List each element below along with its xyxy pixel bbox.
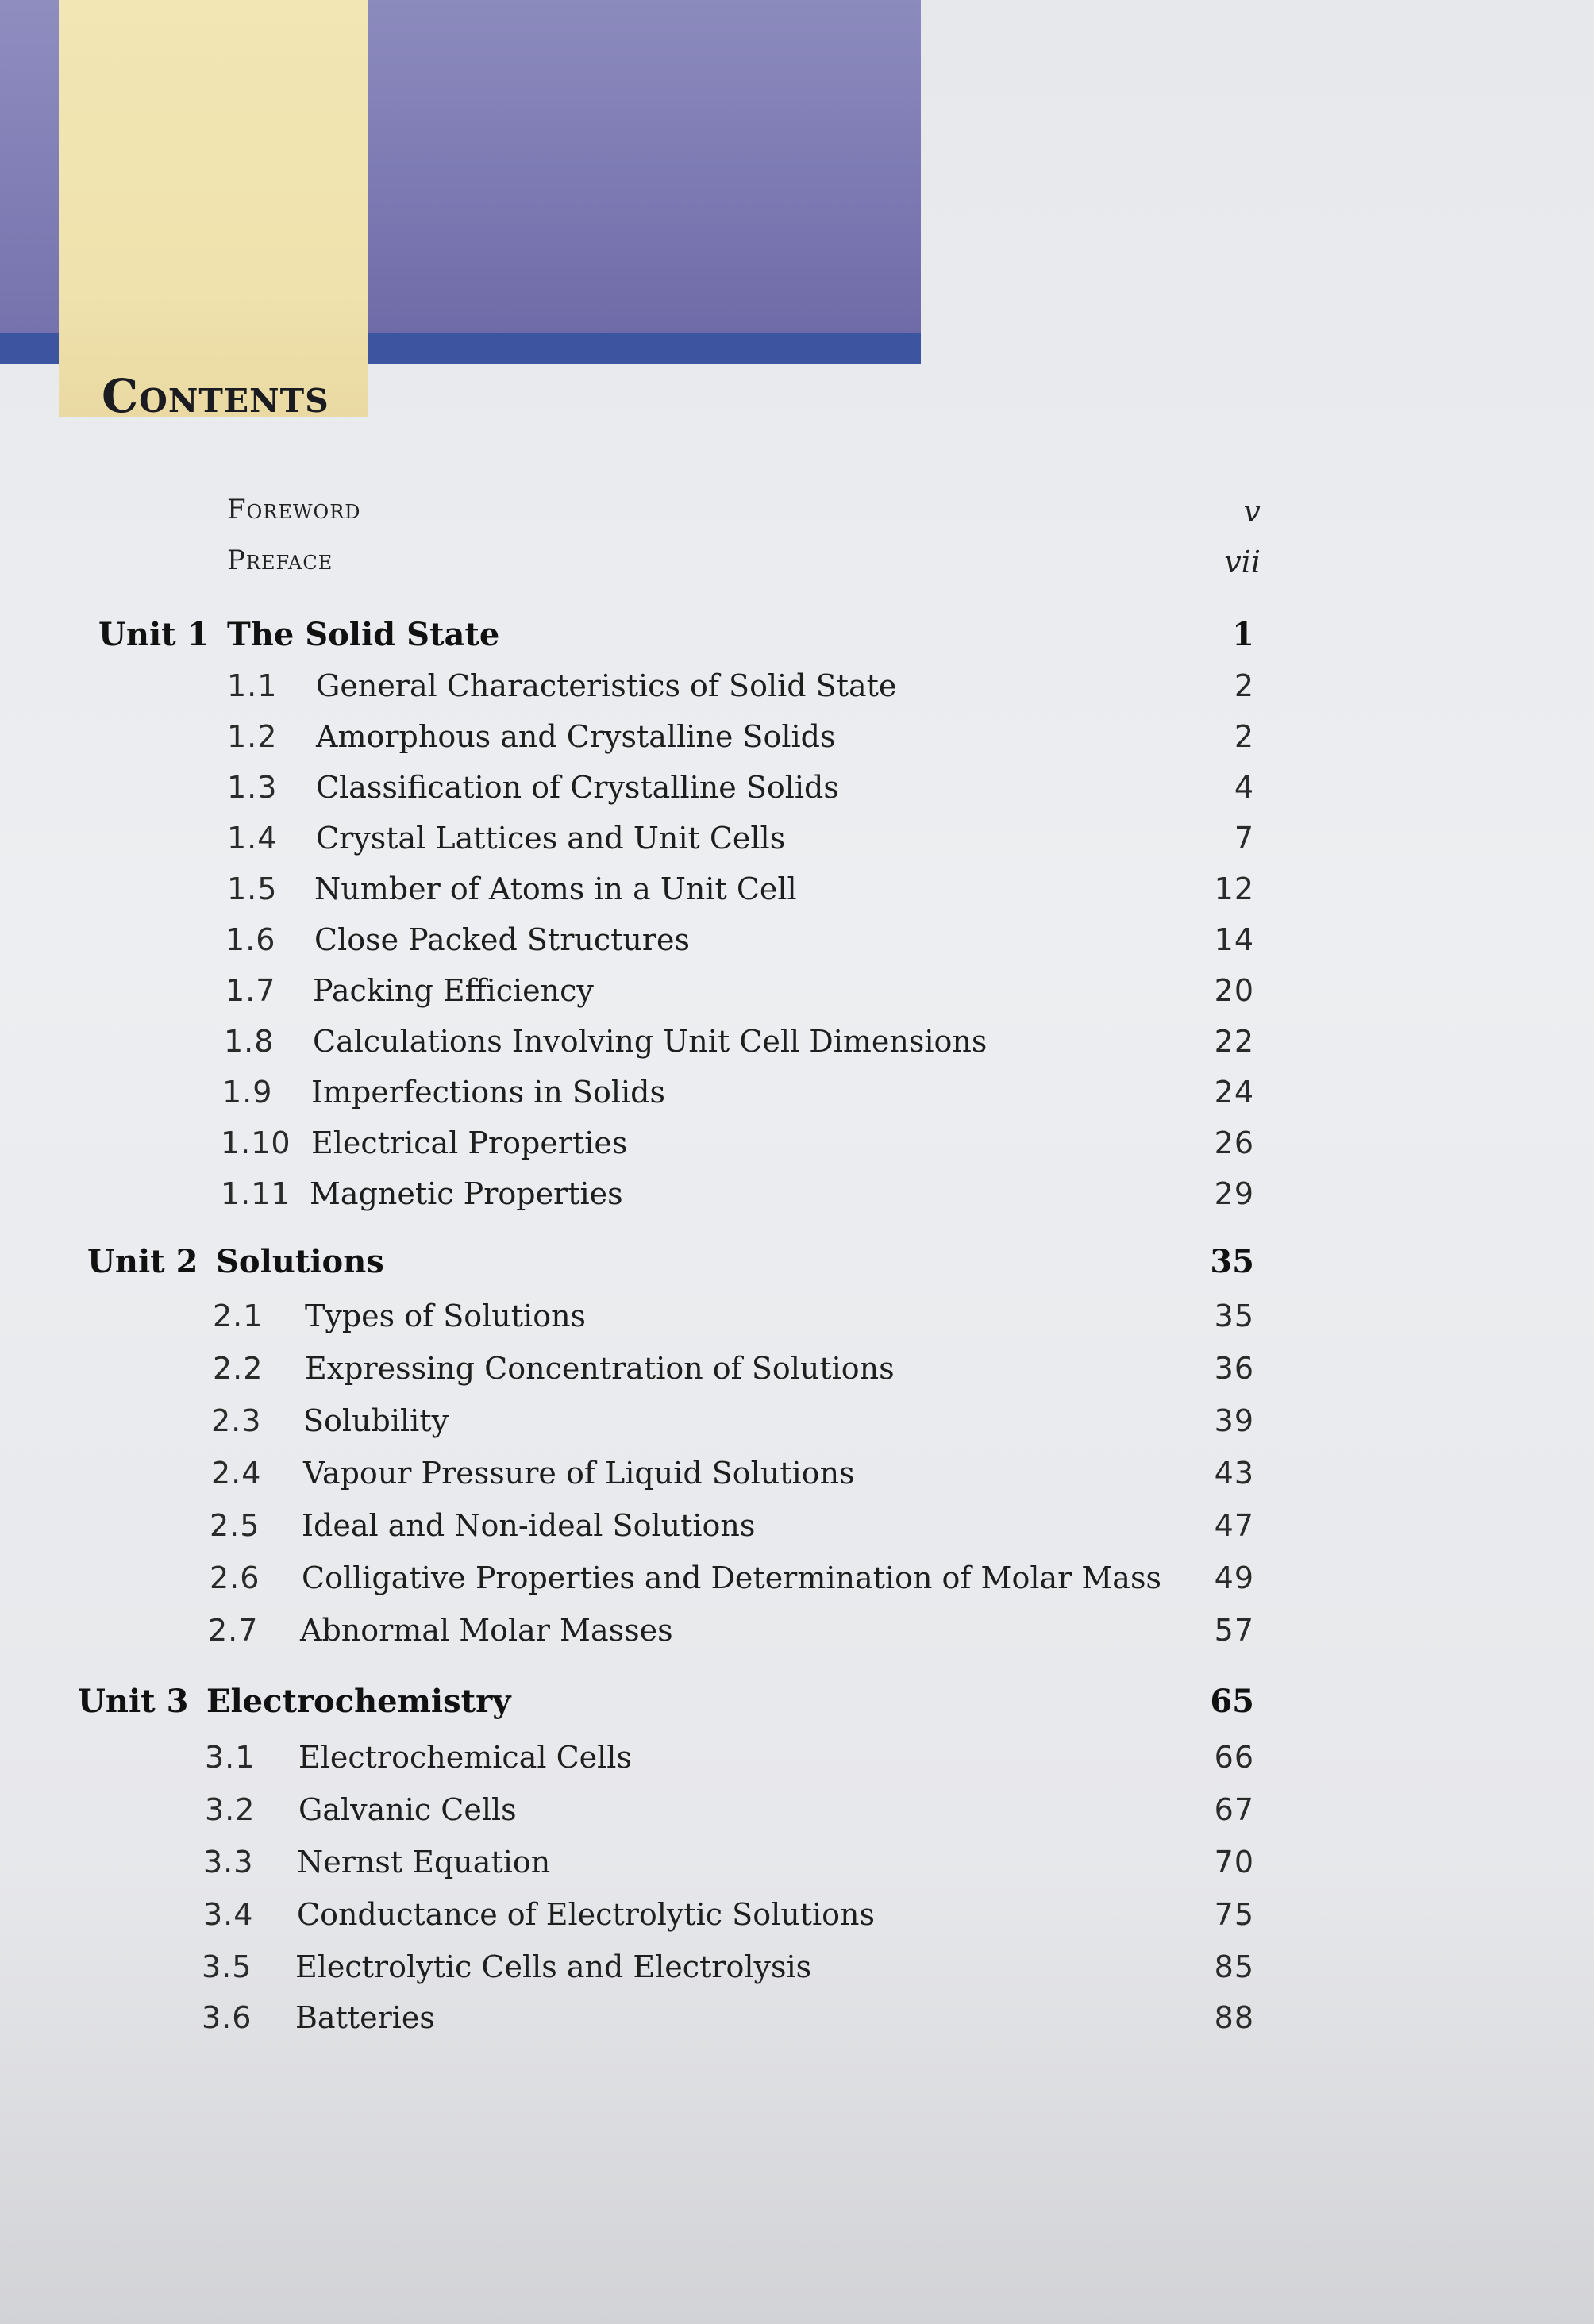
section-number: 1.1 [227, 668, 278, 703]
section-number: 1.9 [222, 1075, 273, 1110]
section-title: Crystal Lattices and Unit Cells [316, 821, 786, 856]
front-matter-page: vii [1224, 544, 1261, 579]
toc-section-row[interactable] [0, 1075, 1594, 1119]
section-number: 3.2 [205, 1792, 256, 1827]
toc-section-row[interactable] [0, 1613, 1594, 1657]
toc-section-row[interactable] [0, 2000, 1594, 2045]
section-title: Classification of Crystalline Solids [316, 770, 839, 805]
section-number: 1.8 [224, 1024, 275, 1059]
section-page: 88 [1214, 2000, 1254, 2035]
section-page: 4 [1234, 770, 1254, 805]
front-matter-page: v [1243, 494, 1261, 529]
section-number: 2.3 [211, 1403, 262, 1438]
toc-unit-row[interactable] [0, 1683, 1594, 1727]
front-matter-label: Preface [227, 544, 333, 576]
section-number: 1.11 [221, 1176, 291, 1211]
section-number: 2.4 [211, 1456, 262, 1491]
toc-section-row[interactable] [0, 1792, 1594, 1837]
section-number: 3.1 [205, 1740, 256, 1775]
toc-section-row[interactable] [0, 1897, 1594, 1941]
toc-section-row[interactable] [0, 1456, 1594, 1500]
toc-section-row[interactable] [0, 1845, 1594, 1889]
toc-unit-row[interactable] [0, 1243, 1594, 1287]
section-page: 20 [1214, 973, 1254, 1008]
section-title: Galvanic Cells [298, 1792, 517, 1827]
toc-section-row[interactable] [0, 1351, 1594, 1395]
toc-front-matter-row[interactable] [0, 494, 1594, 538]
section-page: 39 [1214, 1403, 1254, 1438]
section-number: 1.5 [227, 872, 278, 906]
section-page: 43 [1214, 1456, 1254, 1491]
toc-section-row[interactable] [0, 770, 1594, 814]
section-title: Ideal and Non-ideal Solutions [302, 1508, 756, 1543]
toc-section-row[interactable] [0, 922, 1594, 967]
section-number: 1.10 [221, 1125, 291, 1160]
section-number: 2.2 [213, 1351, 264, 1386]
section-page: 70 [1214, 1845, 1254, 1880]
section-number: 1.2 [227, 719, 278, 754]
section-page: 36 [1214, 1351, 1254, 1386]
section-number: 1.4 [227, 821, 278, 856]
section-number: 2.6 [210, 1560, 260, 1595]
section-title: Vapour Pressure of Liquid Solutions [303, 1456, 855, 1491]
header-left-strip [0, 0, 60, 333]
section-number: 3.5 [202, 1949, 252, 1984]
toc-section-row[interactable] [0, 1299, 1594, 1343]
toc-section-row[interactable] [0, 668, 1594, 713]
section-page: 7 [1234, 821, 1254, 856]
section-page: 2 [1234, 719, 1254, 754]
section-page: 24 [1214, 1075, 1254, 1110]
section-number: 1.6 [225, 922, 276, 957]
unit-title: The Solid State [227, 616, 500, 653]
toc-section-row[interactable] [0, 1403, 1594, 1448]
toc-unit-row[interactable] [0, 616, 1594, 660]
section-page: 26 [1214, 1125, 1254, 1160]
contents-tab [59, 0, 368, 417]
section-title: Solubility [303, 1403, 449, 1438]
section-number: 2.5 [210, 1508, 260, 1543]
section-page: 57 [1214, 1613, 1254, 1648]
section-page: 85 [1214, 1949, 1254, 1984]
toc-front-matter-row[interactable] [0, 544, 1594, 589]
toc-section-row[interactable] [0, 1176, 1594, 1221]
section-title: Electrical Properties [311, 1125, 628, 1160]
section-title: Abnormal Molar Masses [300, 1613, 673, 1648]
section-title: Amorphous and Crystalline Solids [316, 719, 836, 754]
toc-section-row[interactable] [0, 1949, 1594, 1994]
toc-section-row[interactable] [0, 1024, 1594, 1068]
section-title: Types of Solutions [305, 1299, 587, 1333]
page-title: Contents [102, 369, 329, 423]
section-page: 29 [1214, 1176, 1254, 1211]
section-page: 67 [1214, 1792, 1254, 1827]
section-number: 1.3 [227, 770, 278, 805]
unit-page: 1 [1232, 616, 1254, 653]
toc-section-row[interactable] [0, 1508, 1594, 1553]
section-number: 3.4 [203, 1897, 254, 1932]
section-number: 3.6 [202, 2000, 252, 2035]
section-title: General Characteristics of Solid State [316, 668, 897, 703]
section-title: Colligative Properties and Determination of Molar Mass [302, 1560, 1161, 1595]
section-title: Nernst Equation [297, 1845, 551, 1880]
section-title: Expressing Concentration of Solutions [305, 1351, 895, 1386]
section-title: Imperfections in Solids [311, 1075, 665, 1110]
section-page: 47 [1214, 1508, 1254, 1543]
section-title: Electrochemical Cells [298, 1740, 632, 1775]
section-title: Close Packed Structures [314, 922, 691, 957]
section-title: Number of Atoms in a Unit Cell [314, 872, 797, 906]
section-page: 49 [1214, 1560, 1254, 1595]
front-matter-label: Foreword [227, 494, 361, 525]
section-title: Electrolytic Cells and Electrolysis [295, 1949, 812, 1984]
section-number: 1.7 [225, 973, 276, 1008]
toc-section-row[interactable] [0, 1125, 1594, 1170]
unit-page: 65 [1210, 1683, 1254, 1720]
section-number: 2.1 [213, 1299, 264, 1333]
toc-section-row[interactable] [0, 719, 1594, 764]
toc-section-row[interactable] [0, 973, 1594, 1018]
unit-page: 35 [1210, 1243, 1254, 1280]
unit-title: Solutions [216, 1243, 384, 1280]
section-title: Conductance of Electrolytic Solutions [297, 1897, 875, 1932]
unit-title: Electrochemistry [206, 1683, 511, 1720]
section-page: 2 [1234, 668, 1254, 703]
unit-number: Unit 2 [87, 1243, 198, 1280]
toc-section-row[interactable] [0, 1740, 1594, 1784]
toc-section-row[interactable] [0, 872, 1594, 916]
toc-section-row[interactable] [0, 821, 1594, 865]
section-page: 22 [1214, 1024, 1254, 1059]
section-title: Packing Efficiency [313, 973, 594, 1008]
unit-number: Unit 3 [78, 1683, 189, 1720]
section-number: 3.3 [203, 1845, 254, 1880]
section-page: 75 [1214, 1897, 1254, 1932]
toc-section-row[interactable] [0, 1560, 1594, 1605]
section-title: Calculations Involving Unit Cell Dimensions [313, 1024, 988, 1059]
section-page: 66 [1214, 1740, 1254, 1775]
section-number: 2.7 [208, 1613, 259, 1648]
section-page: 14 [1214, 922, 1254, 957]
section-page: 12 [1214, 872, 1254, 906]
section-title: Batteries [295, 2000, 435, 2035]
unit-number: Unit 1 [98, 616, 210, 653]
section-title: Magnetic Properties [310, 1176, 623, 1211]
section-page: 35 [1214, 1299, 1254, 1333]
